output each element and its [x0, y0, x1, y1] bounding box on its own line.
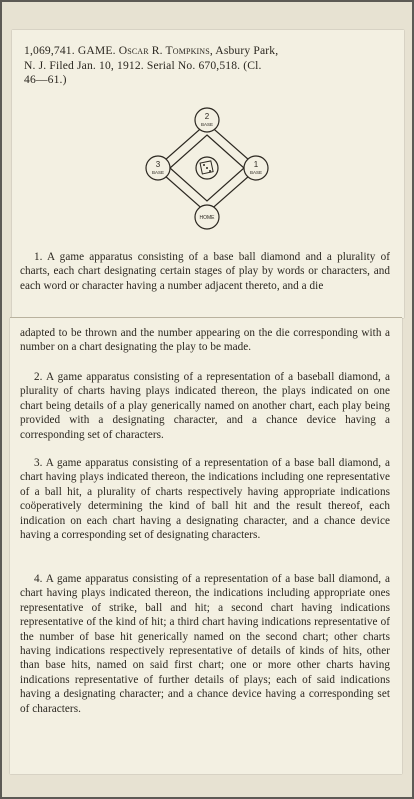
- claim-1-part-2: adapted to be thrown and the number appearing on the die corresponding with a number on a chart designating the play to be made.: [20, 327, 390, 354]
- claim-4: 4. A game apparatus consisting of a representation of a base ball diamond, a chart having plays indicated thereon, the indications including appropriate ones representative of strike, ball and hit; a second chart having indications representative of the kind of hit; a third chart having indications representative of the number of base hit generically named on the second chart; other charts having indications respectively representative of details of kinds of hits, other than base hits, named on said first chart; one or more other charts having indications representative of further details of plays; each of said indications having a designating character; and a chance device having a corresponding set of characters.: [20, 573, 390, 715]
- third-base-number: 3: [155, 160, 161, 169]
- second-base-label: BASE: [200, 122, 214, 127]
- first-base-label: BASE: [249, 170, 263, 175]
- second-base-number: 2: [204, 112, 210, 121]
- claim-1-part-1: 1. A game apparatus consisting of a base ball diamond and a plurality of charts, each chart designating certain stages of play by words or characters, and each word or character having a number adjacent thereto, and a die: [20, 251, 390, 292]
- clipping-seam: [10, 317, 402, 318]
- patent-title: GAME.: [77, 44, 116, 57]
- patent-class-line: 46—61.): [24, 73, 67, 86]
- third-base-label: BASE: [151, 170, 165, 175]
- claim-3: 3. A game apparatus consisting of a representation of a base ball diamond, a chart having plays indicated thereon, the indications including one representative of a ball hit, a plurality of charts respectively having appropriate indications coöperatively determining the kind of ball hit and the result thereof, each indication on each chart having a designating character, and a chance device having a corresponding set of designating characters.: [20, 457, 390, 542]
- home-label: HOME: [199, 215, 215, 221]
- claim-2: 2. A game apparatus consisting of a representation of a baseball diamond, a plurality of charts having plays indicated thereon, the plays indicated on one chart being details of a play generically named on another chart, each play being provided with a designating character, and a chance device having a corresponding set of characters.: [20, 371, 390, 441]
- patent-header: [24, 44, 396, 88]
- patent-inventor: Oscar R. Tompkins: [118, 44, 210, 57]
- baseball-diamond-figure: [140, 105, 275, 235]
- first-base-number: 1: [253, 160, 259, 169]
- patent-number: 1,069,741.: [24, 44, 75, 57]
- patent-filing-line: N. J. Filed Jan. 10, 1912. Serial No. 670,518. (Cl.: [24, 58, 262, 72]
- patent-location: , Asbury Park,: [209, 44, 279, 57]
